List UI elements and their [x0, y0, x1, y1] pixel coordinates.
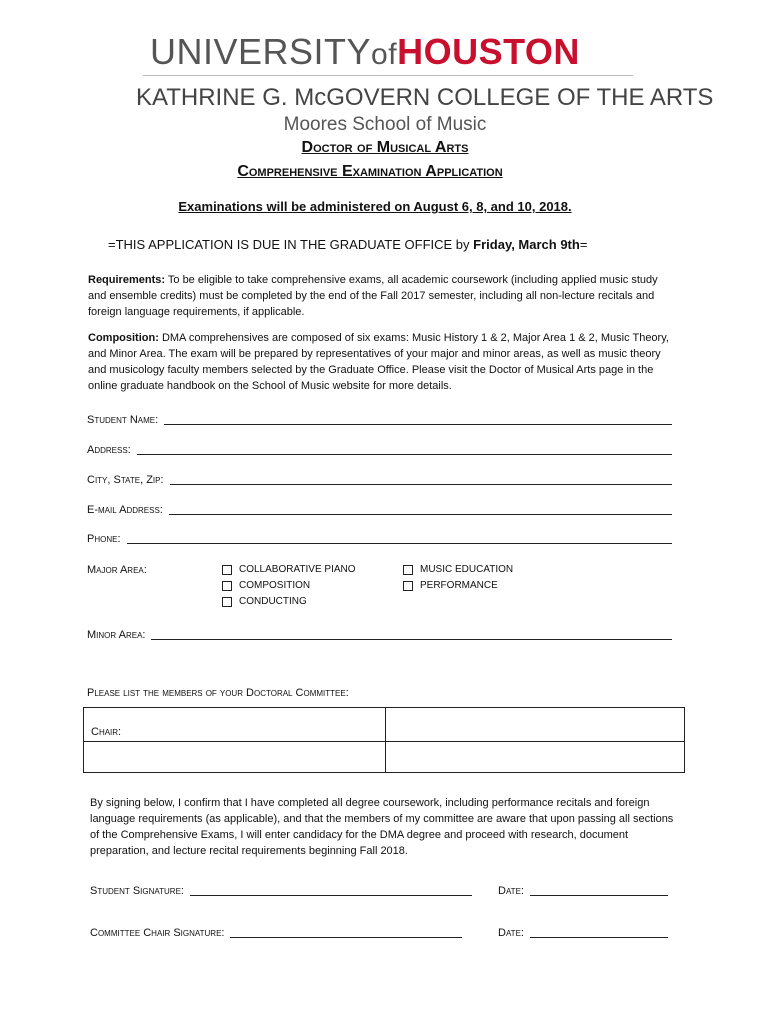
- city-state-zip-label: City, State, Zip:: [87, 474, 164, 486]
- requirements-paragraph: [88, 272, 678, 320]
- address-line[interactable]: [137, 444, 672, 455]
- major-option-composition[interactable]: [222, 579, 310, 593]
- due-prefix: =THIS APPLICATION IS DUE IN THE GRADUATE OFFICE by: [108, 237, 474, 252]
- due-suffix: =: [579, 237, 588, 252]
- address-field[interactable]: [87, 441, 672, 457]
- student-date-line[interactable]: [530, 885, 668, 896]
- city-state-zip-field[interactable]: [87, 471, 672, 487]
- address-label: Address:: [87, 444, 131, 456]
- committee-cell-member[interactable]: [386, 742, 684, 772]
- email-field[interactable]: [87, 501, 672, 517]
- student-signature-field[interactable]: [90, 884, 472, 898]
- checkbox-icon[interactable]: [222, 581, 232, 591]
- phone-label: Phone:: [87, 533, 121, 545]
- committee-chair-signature-field[interactable]: [90, 926, 462, 940]
- major-option-label: COLLABORATIVE PIANO: [239, 564, 356, 575]
- major-option-music-education[interactable]: [403, 563, 513, 577]
- logo-of-text: of: [371, 38, 398, 71]
- student-date-field[interactable]: [498, 884, 668, 898]
- major-option-conducting[interactable]: [222, 595, 307, 609]
- phone-line[interactable]: [127, 533, 672, 544]
- header-divider: [143, 75, 633, 76]
- student-signature-line[interactable]: [190, 885, 472, 896]
- committee-label: Please list the members of your Doctoral Committee:: [87, 687, 349, 699]
- student-name-label: Student Name:: [87, 414, 159, 426]
- checkbox-icon[interactable]: [222, 565, 232, 575]
- committee-date-label: Date:: [498, 927, 524, 939]
- student-name-field[interactable]: [87, 411, 672, 427]
- checkbox-icon[interactable]: [222, 597, 232, 607]
- committee-date-field[interactable]: [498, 926, 668, 940]
- student-signature-label: Student Signature:: [90, 885, 184, 897]
- major-option-performance[interactable]: [403, 579, 498, 593]
- composition-paragraph: [88, 330, 678, 394]
- committee-table: [83, 707, 685, 773]
- major-option-label: COMPOSITION: [239, 580, 311, 591]
- committee-chair-signature-label: Committee Chair Signature:: [90, 927, 225, 939]
- committee-chair-signature-line[interactable]: [230, 927, 462, 938]
- minor-area-line[interactable]: [151, 629, 672, 640]
- college-name: KATHRINE G. McGOVERN COLLEGE OF THE ARTS: [136, 84, 714, 111]
- major-area-label: Major Area:: [87, 564, 147, 576]
- email-label: E-mail Address:: [87, 504, 163, 516]
- logo-houston-text: HOUSTON: [397, 31, 580, 72]
- chair-label: Chair:: [91, 726, 122, 738]
- checkbox-icon[interactable]: [403, 565, 413, 575]
- student-name-line[interactable]: [164, 414, 672, 425]
- committee-cell-chair[interactable]: [84, 708, 385, 741]
- student-date-label: Date:: [498, 885, 524, 897]
- email-line[interactable]: [169, 504, 672, 515]
- major-option-collaborative-piano[interactable]: [222, 563, 356, 577]
- exam-dates-notice: Examinations will be administered on August 6, 8, and 10, 2018.: [178, 199, 572, 214]
- major-option-label: PERFORMANCE: [420, 580, 498, 591]
- checkbox-icon[interactable]: [403, 581, 413, 591]
- university-logo: [150, 30, 580, 77]
- committee-cell-member[interactable]: [386, 708, 684, 741]
- application-title: Comprehensive Examination Application: [237, 163, 503, 180]
- major-option-label: CONDUCTING: [239, 596, 307, 607]
- city-state-zip-line[interactable]: [170, 474, 672, 485]
- committee-date-line[interactable]: [530, 927, 668, 938]
- logo-university-text: UNIVERSITY: [150, 31, 372, 72]
- due-date-notice: [108, 237, 587, 253]
- committee-cell-member[interactable]: [84, 742, 385, 772]
- minor-area-label: Minor Area:: [87, 629, 146, 641]
- requirements-text: To be eligible to take comprehensive exams, all academic coursework (including applied music study and ensemble credits) must be completed by the end of the Fall 2017 semester, including all non-lecture recitals and foreign language requirements, if applicable.: [88, 274, 658, 318]
- document-title: Doctor of Musical Arts: [301, 139, 469, 156]
- composition-lead: Composition:: [88, 332, 159, 344]
- composition-text: DMA comprehensives are composed of six exams: Music History 1 & 2, Major Area 1 & 2, Music Theory, and Minor Area. The exam will be prepared by representatives of your major and minor areas, as well as music theory and musicology faculty members selected by the Graduate Office. Please visit the Doctor of Musical Arts page in the online graduate handbook on the School of Music website for more details.: [88, 332, 669, 392]
- requirements-lead: Requirements:: [88, 274, 166, 286]
- school-name: Moores School of Music: [283, 114, 487, 135]
- due-deadline: Friday, March 9th: [473, 237, 580, 252]
- phone-field[interactable]: [87, 530, 672, 546]
- major-option-label: MUSIC EDUCATION: [420, 564, 514, 575]
- minor-area-field[interactable]: [87, 626, 672, 642]
- signing-paragraph: By signing below, I confirm that I have completed all degree coursework, including performance recitals and foreign language requirements (as applicable), and that the members of my committee are aware that upon passing all sections of the Comprehensive Exams, I will enter candidacy for the DMA degree and proceed with research, document preparation, and lecture recital requirements beginning Fall 2018.: [90, 797, 674, 857]
